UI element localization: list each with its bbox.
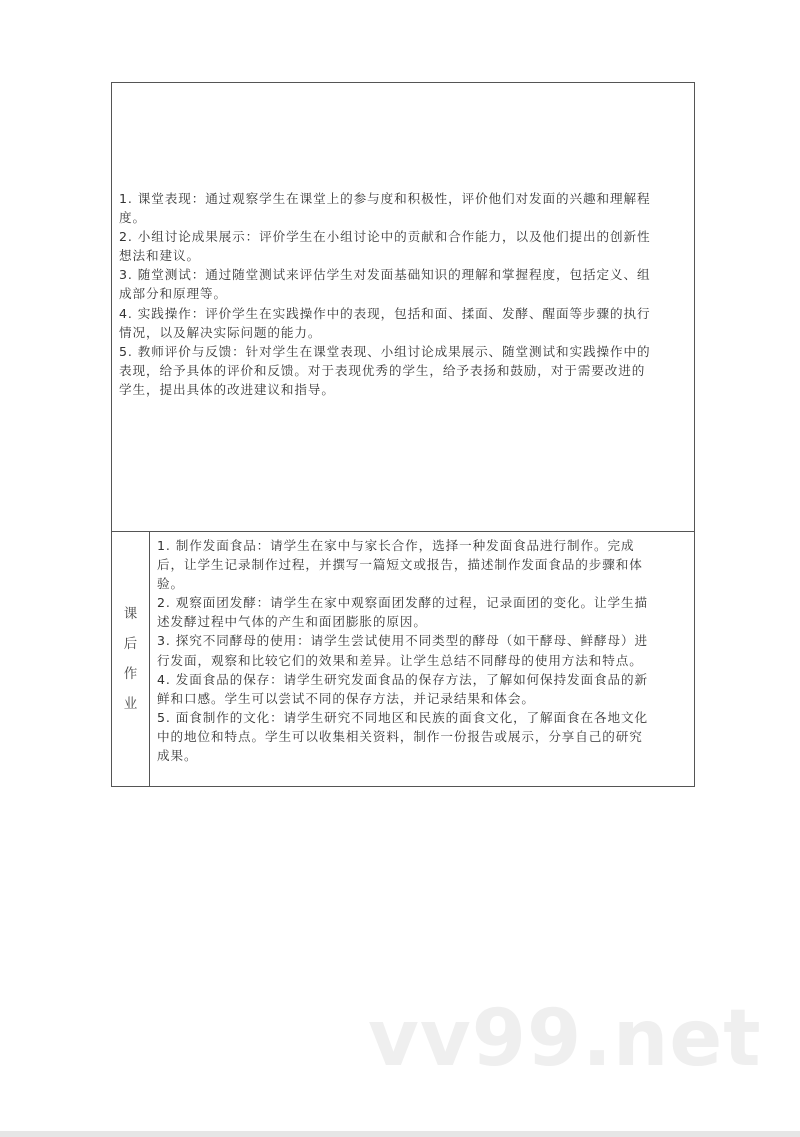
text-line: 述发酵过程中气体的产生和面团膨胀的原因。 (157, 614, 427, 630)
text-line: 3. 探究不同酵母的使用：请学生尝试使用不同类型的酵母（如干酵母、鲜酵母）进 (157, 633, 648, 649)
homework-cell (150, 532, 695, 787)
text-line: 1. 课堂表现：通过观察学生在课堂上的参与度和积极性，评价他们对发面的兴趣和理解程 (119, 191, 651, 206)
homework-row (112, 532, 695, 787)
text-line: 2. 观察面团发酵：请学生在家中观察面团发酵的过程，记录面团的变化。让学生描 (157, 595, 648, 611)
text-line: 成果。 (157, 748, 198, 764)
text-line: 4. 实践操作：评价学生在实践操作中的表现，包括和面、揉面、发酵、醒面等步骤的执行 (119, 305, 651, 321)
text-line: 鲜和口感。学生可以尝试不同的保存方法，并记录结果和体会。 (157, 690, 535, 706)
watermark: vv99.net (368, 994, 762, 1084)
page-edge (0, 1131, 800, 1137)
text-line: 中的地位和特点。学生可以收集相关资料，制作一份报告或展示，分享自己的研究 (157, 728, 643, 744)
text-line: 3. 随堂测试：通过随堂测试来评估学生对发面基础知识的理解和掌握程度，包括定义、组 (119, 267, 651, 283)
text-line: 5. 面食制作的文化：请学生研究不同地区和民族的面食文化，了解面食在各地文化 (157, 709, 648, 725)
text-line: 学生，提出具体的改进建议和指导。 (119, 381, 335, 397)
label-char: 后 (123, 636, 138, 652)
label-char: 课 (123, 606, 138, 622)
text-line: 行发面，观察和比较它们的效果和差异。让学生总结不同酵母的使用方法和特点。 (157, 652, 643, 668)
text-line: 度。 (119, 210, 146, 226)
text-line: 情况，以及解决实际问题的能力。 (119, 324, 322, 340)
evaluation-text (112, 83, 694, 399)
text-line: 想法和建议。 (119, 248, 200, 264)
homework-label (112, 532, 150, 787)
text-line: 4. 发面食品的保存：请学生研究发面食品的保存方法，了解如何保持发面食品的新 (157, 671, 648, 687)
text-line: 5. 教师评价与反馈：针对学生在课堂表现、小组讨论成果展示、随堂测试和实践操作中的 (119, 343, 651, 359)
text-line: 成部分和原理等。 (119, 286, 227, 302)
label-char: 作 (123, 666, 138, 682)
evaluation-cell (112, 83, 695, 532)
text-line: 2. 小组讨论成果展示：评价学生在小组讨论中的贡献和合作能力，以及他们提出的创新性 (119, 229, 651, 245)
text-line: 1. 制作发面食品：请学生在家中与家长合作，选择一种发面食品进行制作。完成 (157, 538, 635, 553)
label-char: 业 (123, 696, 138, 712)
lesson-plan-table (111, 82, 695, 787)
homework-text (150, 532, 694, 765)
text-line: 后，让学生记录制作过程，并撰写一篇短文或报告，描述制作发面食品的步骤和体 (157, 557, 643, 573)
evaluation-row (112, 83, 695, 532)
text-line: 表现，给予具体的评价和反馈。对于表现优秀的学生，给予表扬和鼓励，对于需要改进的 (119, 362, 646, 378)
text-line: 验。 (157, 576, 184, 592)
